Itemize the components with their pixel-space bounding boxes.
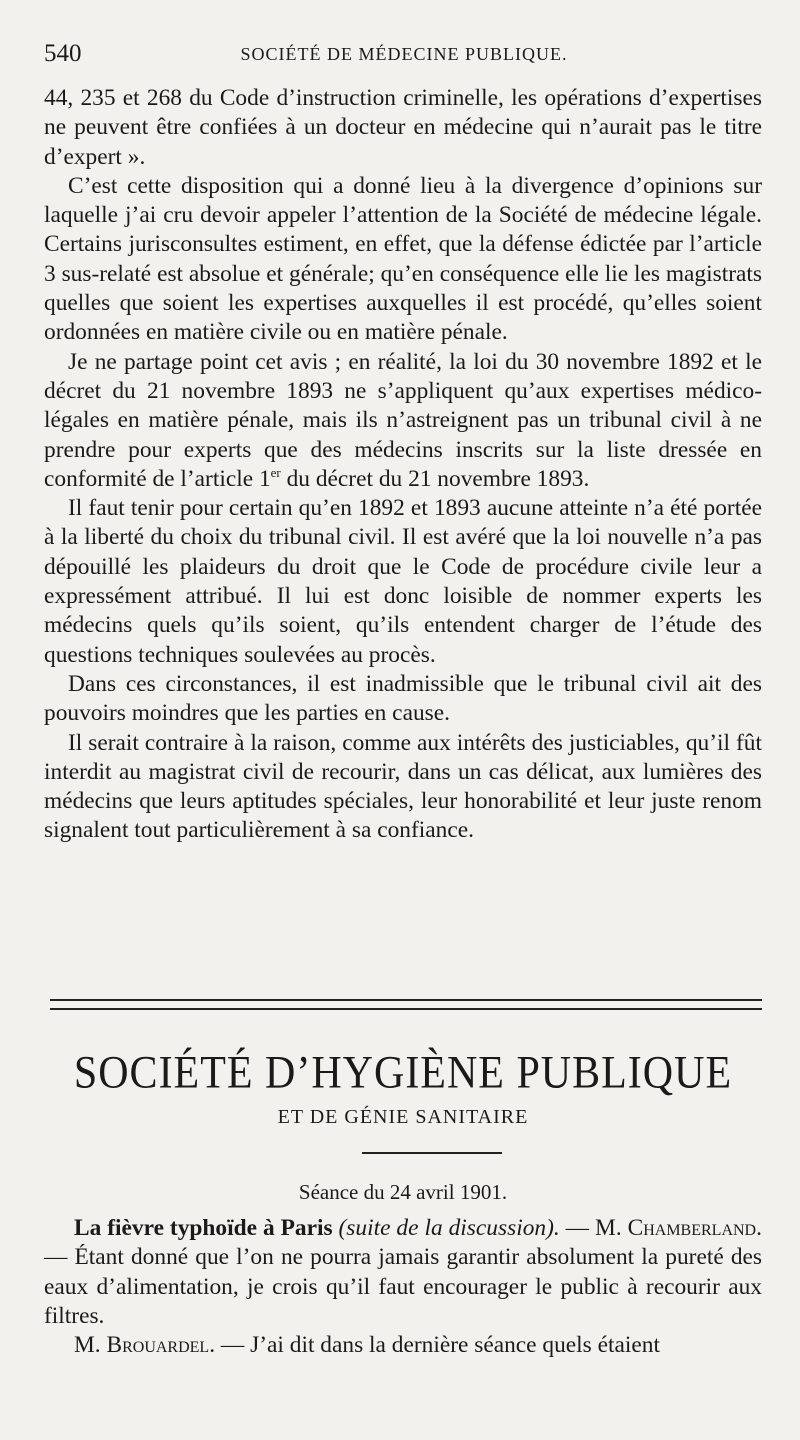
speaker-brouardel: M. Brouardel.	[74, 1332, 216, 1359]
speech-brouardel: — J’ai dit dans la dernière séance quels étaient	[215, 1332, 660, 1359]
topic-note: (suite de la discussion).	[338, 1215, 560, 1241]
paragraph-3-text: Je ne partage point cet avis ; en réalité, la loi du 30 novembre 1892 et le décret du 21 novembre 1893 ne s’appliquent qu’aux expertises médico-légales en matière pénale, mais ils n’astreignent pas un tribunal civil à ne prendre pour experts que des médecins inscrits sur la liste dressée en conformité de l’article 1	[44, 348, 762, 492]
paragraph-2: C’est cette disposition qui a donné lieu à la divergence d’opinions sur laquelle j’ai cru devoir appeler l’attention de la Société de médecine légale. Certains jurisconsultes estiment, en effet, que la défense édictée par l’article 3 sus-relaté est absolue et générale; qu’en conséquence elle lie les magistrats quelles que soient les expertises auxquelles il est procédé, qu’elles soient ordonnées en matière civile ou en matière pénale.	[44, 172, 762, 346]
title-rule	[362, 1152, 502, 1154]
session-paragraph-2	[44, 1331, 762, 1360]
paragraph-5: Dans ces circonstances, il est inadmissible que le tribunal civil ait des pouvoirs moindres que les parties en cause.	[44, 670, 762, 727]
paragraph-3-end: du décret du 21 novembre 1893.	[280, 465, 590, 492]
page-number: 540	[44, 40, 82, 67]
paragraph-6: Il serait contraire à la raison, comme aux intérêts des justiciables, qu’il fût interdit au magistrat civil de recourir, dans un cas délicat, aux lumières des médecins que leurs aptitudes spéciales, leur honorabilité et leur juste renom signalent tout particulièrement à sa confiance.	[44, 729, 762, 844]
running-head: SOCIÉTÉ DE MÉDECINE PUBLIQUE.	[240, 44, 568, 64]
speaker-chamberland: M. Chamberland.	[595, 1215, 762, 1241]
topic-dash: —	[559, 1215, 596, 1241]
session-text	[44, 1214, 762, 1360]
session-date: Séance du 24 avril 1901.	[298, 1180, 508, 1204]
paragraph-3	[44, 348, 762, 494]
section-subtitle: ET DE GÉNIE SANITAIRE	[277, 1106, 529, 1128]
body-text	[44, 84, 762, 846]
section-title: SOCIÉTÉ D’HYGIÈNE PUBLIQUE	[73, 1047, 733, 1099]
section-divider	[50, 999, 762, 1010]
discussion-topic: La fièvre typhoïde à Paris	[74, 1215, 333, 1241]
speech-chamberland: — Étant donné que l’on ne pourra jamais garantir absolument la pureté des eaux d’alimentation, je crois qu’il faut encourager le public à recourir aux filtres.	[44, 1244, 762, 1329]
paragraph-1: 44, 235 et 268 du Code d’instruction criminelle, les opérations d’expertises ne peuvent être confiées à un docteur en médecine qui n’aurait pas le titre d’expert ».	[44, 85, 762, 170]
session-paragraph-1	[44, 1214, 762, 1331]
paragraph-4: Il faut tenir pour certain qu’en 1892 et 1893 aucune atteinte n’a été portée à la liberté du choix du tribunal civil. Il est avéré que la loi nouvelle n’a pas dépouillé les plaideurs du droit que le Code de procédure civile leur a expressément attribué. Il lui est donc loisible de nommer experts les médecins quels qu’ils soient, qu’ils entendent charger de l’étude des questions techniques soulevées au procès.	[44, 495, 762, 668]
ordinal-superscript: er	[270, 465, 281, 481]
page-header	[44, 40, 764, 72]
